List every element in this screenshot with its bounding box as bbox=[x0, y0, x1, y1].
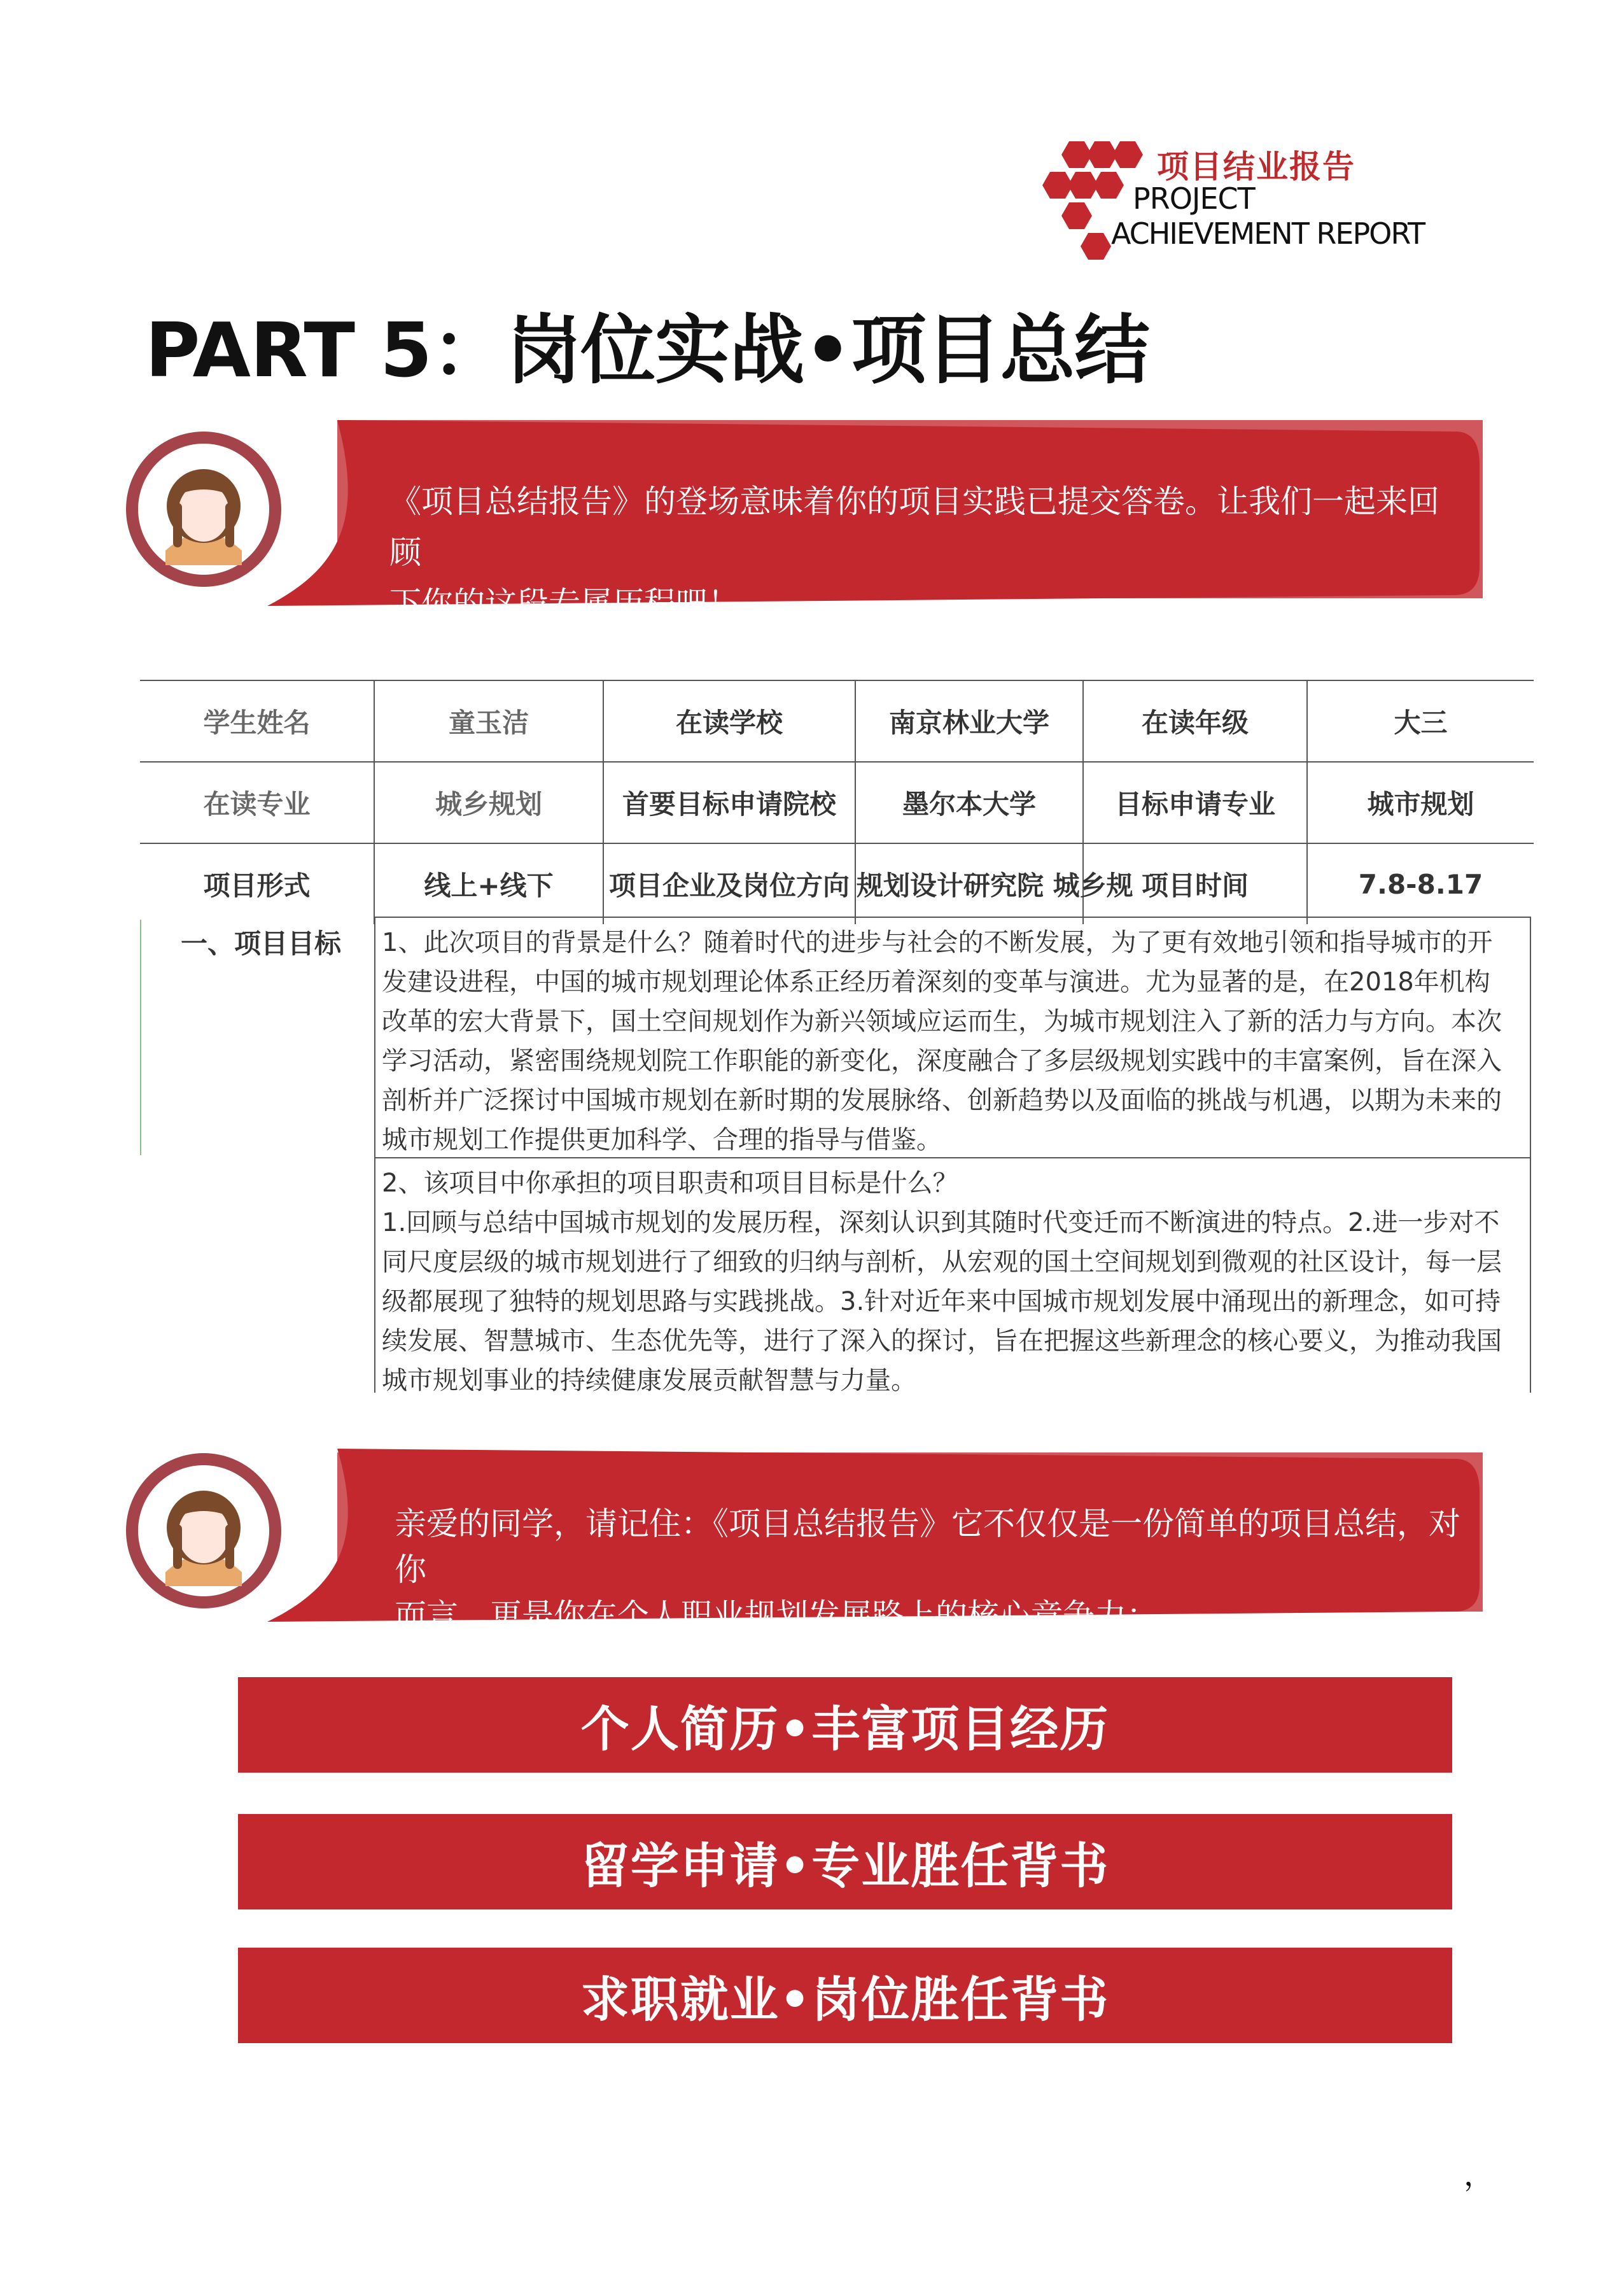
speech-banner-2-line2: 而言，更是你在个人职业规划发展路上的核心竞争力： bbox=[395, 1597, 1158, 1634]
objectives-q1-line: 城市规划工作提供更加科学、合理的指导与借鉴。 bbox=[382, 1125, 942, 1155]
student-info-table bbox=[140, 680, 1534, 924]
table-cell: 南京林业大学 bbox=[855, 680, 1083, 762]
table-cell: 首要目标申请院校 bbox=[603, 762, 855, 843]
page-title: PART 5：岗位实战•项目总结 bbox=[145, 306, 1149, 394]
table-cell: 在读年级 bbox=[1083, 680, 1307, 762]
table-cell: 项目时间 bbox=[1083, 843, 1307, 924]
table-cell: 城市规划 bbox=[1307, 762, 1534, 843]
table-cell: 在读专业 bbox=[140, 762, 374, 843]
table-cell: 项目形式 bbox=[140, 843, 374, 924]
objectives-q1-box bbox=[374, 917, 1531, 1158]
table-cell: 童玉洁 bbox=[374, 680, 603, 762]
objectives-q2-box bbox=[374, 1157, 1531, 1393]
avatar-girl-icon bbox=[165, 1491, 242, 1586]
benefit-banner-resume: 个人简历•丰富项目经历 bbox=[238, 1677, 1452, 1773]
table-row bbox=[140, 762, 1534, 843]
table-row bbox=[140, 843, 1534, 924]
logo-title-cn: 项目结业报告 bbox=[1157, 148, 1355, 185]
objectives-q2-line: 1.回顾与总结中国城市规划的发展历程，深刻认识到其随时代变迁而不断演进的特点。2.进一步对不 bbox=[382, 1208, 1500, 1237]
objectives-q2-line: 级都展现了独特的规划思路与实践挑战。3.针对近年来中国城市规划发展中涌现出的新理念，如可持 bbox=[382, 1287, 1501, 1316]
table-cell: 项目企业及岗位方向 bbox=[603, 843, 855, 924]
logo-title-en-line2: ACHIEVEMENT REPORT bbox=[1111, 216, 1425, 251]
table-cell: 7.8-8.17 bbox=[1307, 843, 1534, 924]
table-cell: 城乡规划 bbox=[374, 762, 603, 843]
objectives-q2-line: 2、该项目中你承担的项目职责和项目目标是什么？ bbox=[382, 1169, 958, 1198]
objectives-q1-line: 改革的宏大背景下，国土空间规划作为新兴领域应运而生，为城市规划注入了新的活力与方向。本次 bbox=[382, 1007, 1502, 1036]
avatar-girl-icon bbox=[165, 469, 242, 565]
objectives-q1-line: 剖析并广泛探讨中国城市规划在新时期的发展脉络、创新趋势以及面临的挑战与机遇，以期为未来的 bbox=[382, 1086, 1502, 1115]
table-cell: 学生姓名 bbox=[140, 680, 374, 762]
speech-banner-2-line1: 亲爱的同学，请记住：《项目总结报告》它不仅仅是一份简单的项目总结，对你 bbox=[395, 1505, 1460, 1588]
speech-banner-1-line2: 下你的这段专属历程吧！ bbox=[389, 585, 739, 622]
speech-banner-1-text bbox=[389, 476, 1471, 629]
benefit-banner-employment: 求职就业•岗位胜任背书 bbox=[238, 1948, 1452, 2043]
table-left-border bbox=[140, 920, 141, 1155]
table-row bbox=[140, 680, 1534, 762]
objectives-q2-line: 同尺度层级的城市规划进行了细致的归纳与剖析，从宏观的国土空间规划到微观的社区设计，每一层 bbox=[382, 1248, 1502, 1277]
objectives-q1-line: 1、此次项目的背景是什么？随着时代的进步与社会的不断发展，为了更有效地引领和指导城市的开 bbox=[382, 928, 1493, 957]
table-cell: 目标申请专业 bbox=[1083, 762, 1307, 843]
table-cell: 线上+线下 bbox=[374, 843, 603, 924]
speech-banner-2-text bbox=[395, 1501, 1476, 1638]
page-mark: ， bbox=[1464, 2157, 1495, 2193]
objectives-label: 一、项目目标 bbox=[181, 928, 342, 959]
logo-title-en-line1: PROJECT bbox=[1133, 181, 1255, 216]
objectives-q1-line: 发建设进程，中国的城市规划理论体系正经历着深刻的变革与演进。尤为显著的是，在2018年机构 bbox=[382, 967, 1490, 997]
objectives-q2-line: 城市规划事业的持续健康发展贡献智慧与力量。 bbox=[382, 1366, 916, 1395]
objectives-q1-line: 学习活动，紧密围绕规划院工作职能的新变化，深度融合了多层级规划实践中的丰富案例，旨在深入 bbox=[382, 1046, 1502, 1076]
benefit-banner-study-abroad: 留学申请•专业胜任背书 bbox=[238, 1814, 1452, 1909]
table-cell: 在读学校 bbox=[603, 680, 855, 762]
table-cell: 大三 bbox=[1307, 680, 1534, 762]
speech-banner-1-line1: 《项目总结报告》的登场意味着你的项目实践已提交答卷。让我们一起来回 顾 bbox=[389, 483, 1439, 571]
table-cell: 墨尔本大学 bbox=[855, 762, 1083, 843]
objectives-q2-line: 续发展、智慧城市、生态优先等，进行了深入的探讨，旨在把握这些新理念的核心要义，为推动我国 bbox=[382, 1326, 1502, 1356]
table-cell: 规划设计研究院 城乡规 bbox=[855, 843, 1083, 924]
